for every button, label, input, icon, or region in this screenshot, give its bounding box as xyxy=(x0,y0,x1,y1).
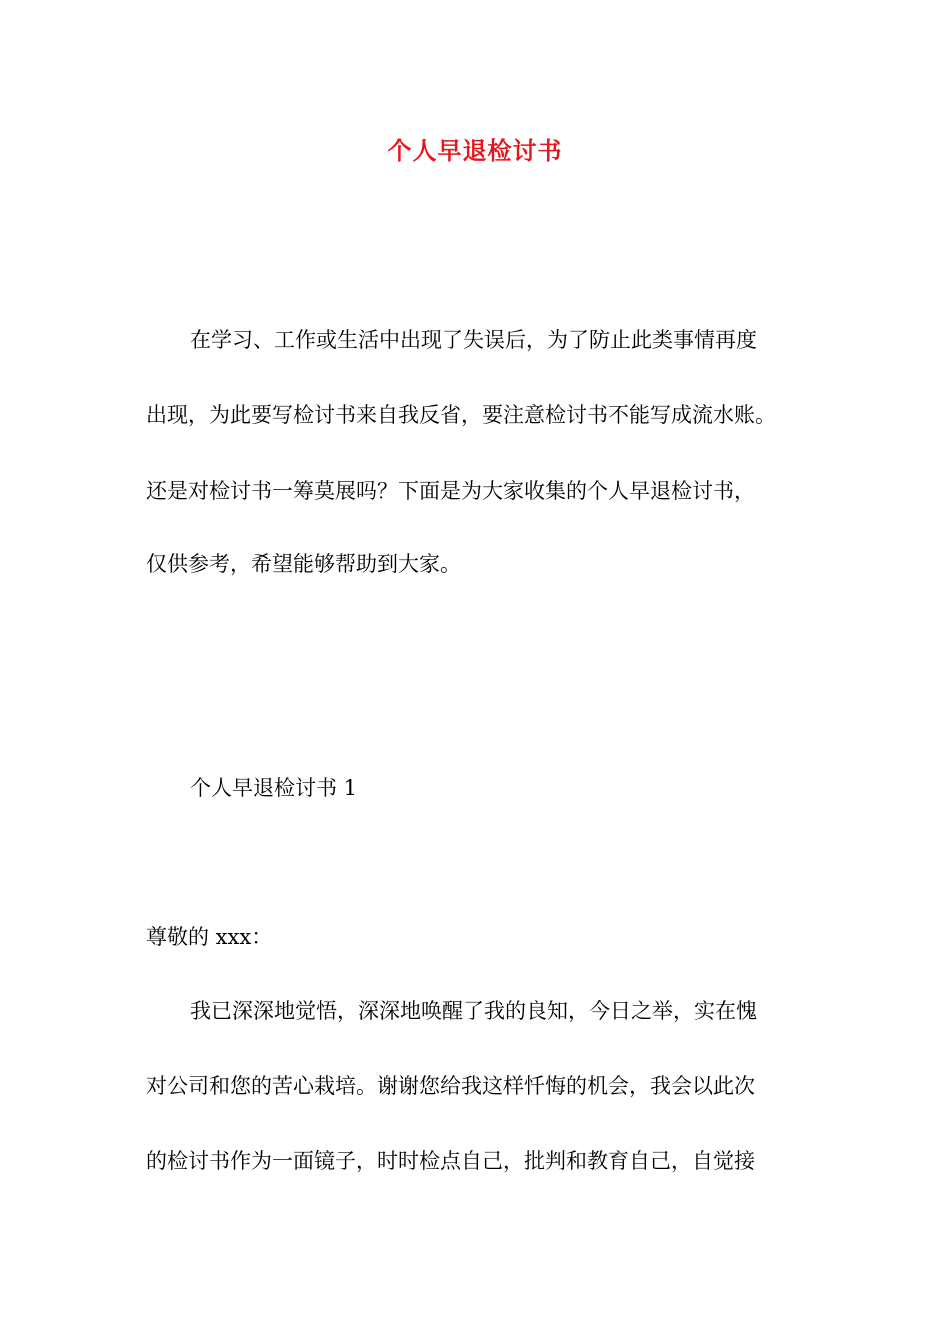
body-line: 我已深深地觉悟，深深地唤醒了我的良知，今日之举，实在愧 xyxy=(190,999,757,1023)
section-heading: 个人早退检讨书 1 xyxy=(190,776,358,800)
intro-line: 出现，为此要写检讨书来自我反省，要注意检讨书不能写成流水账。 xyxy=(146,403,776,427)
intro-line: 在学习、工作或生活中出现了失误后，为了防止此类事情再度 xyxy=(190,328,757,352)
salutation: 尊敬的 xxx： xyxy=(146,925,273,949)
intro-line: 仅供参考，希望能够帮助到大家。 xyxy=(146,552,461,576)
document-title: 个人早退检讨书 xyxy=(387,136,563,165)
body-line: 对公司和您的苦心栽培。谢谢您给我这样忏悔的机会，我会以此次 xyxy=(146,1074,755,1098)
intro-line: 还是对检讨书一筹莫展吗？下面是为大家收集的个人早退检讨书， xyxy=(146,479,755,503)
body-line: 的检讨书作为一面镜子，时时检点自己，批判和教育自己，自觉接 xyxy=(146,1149,755,1173)
